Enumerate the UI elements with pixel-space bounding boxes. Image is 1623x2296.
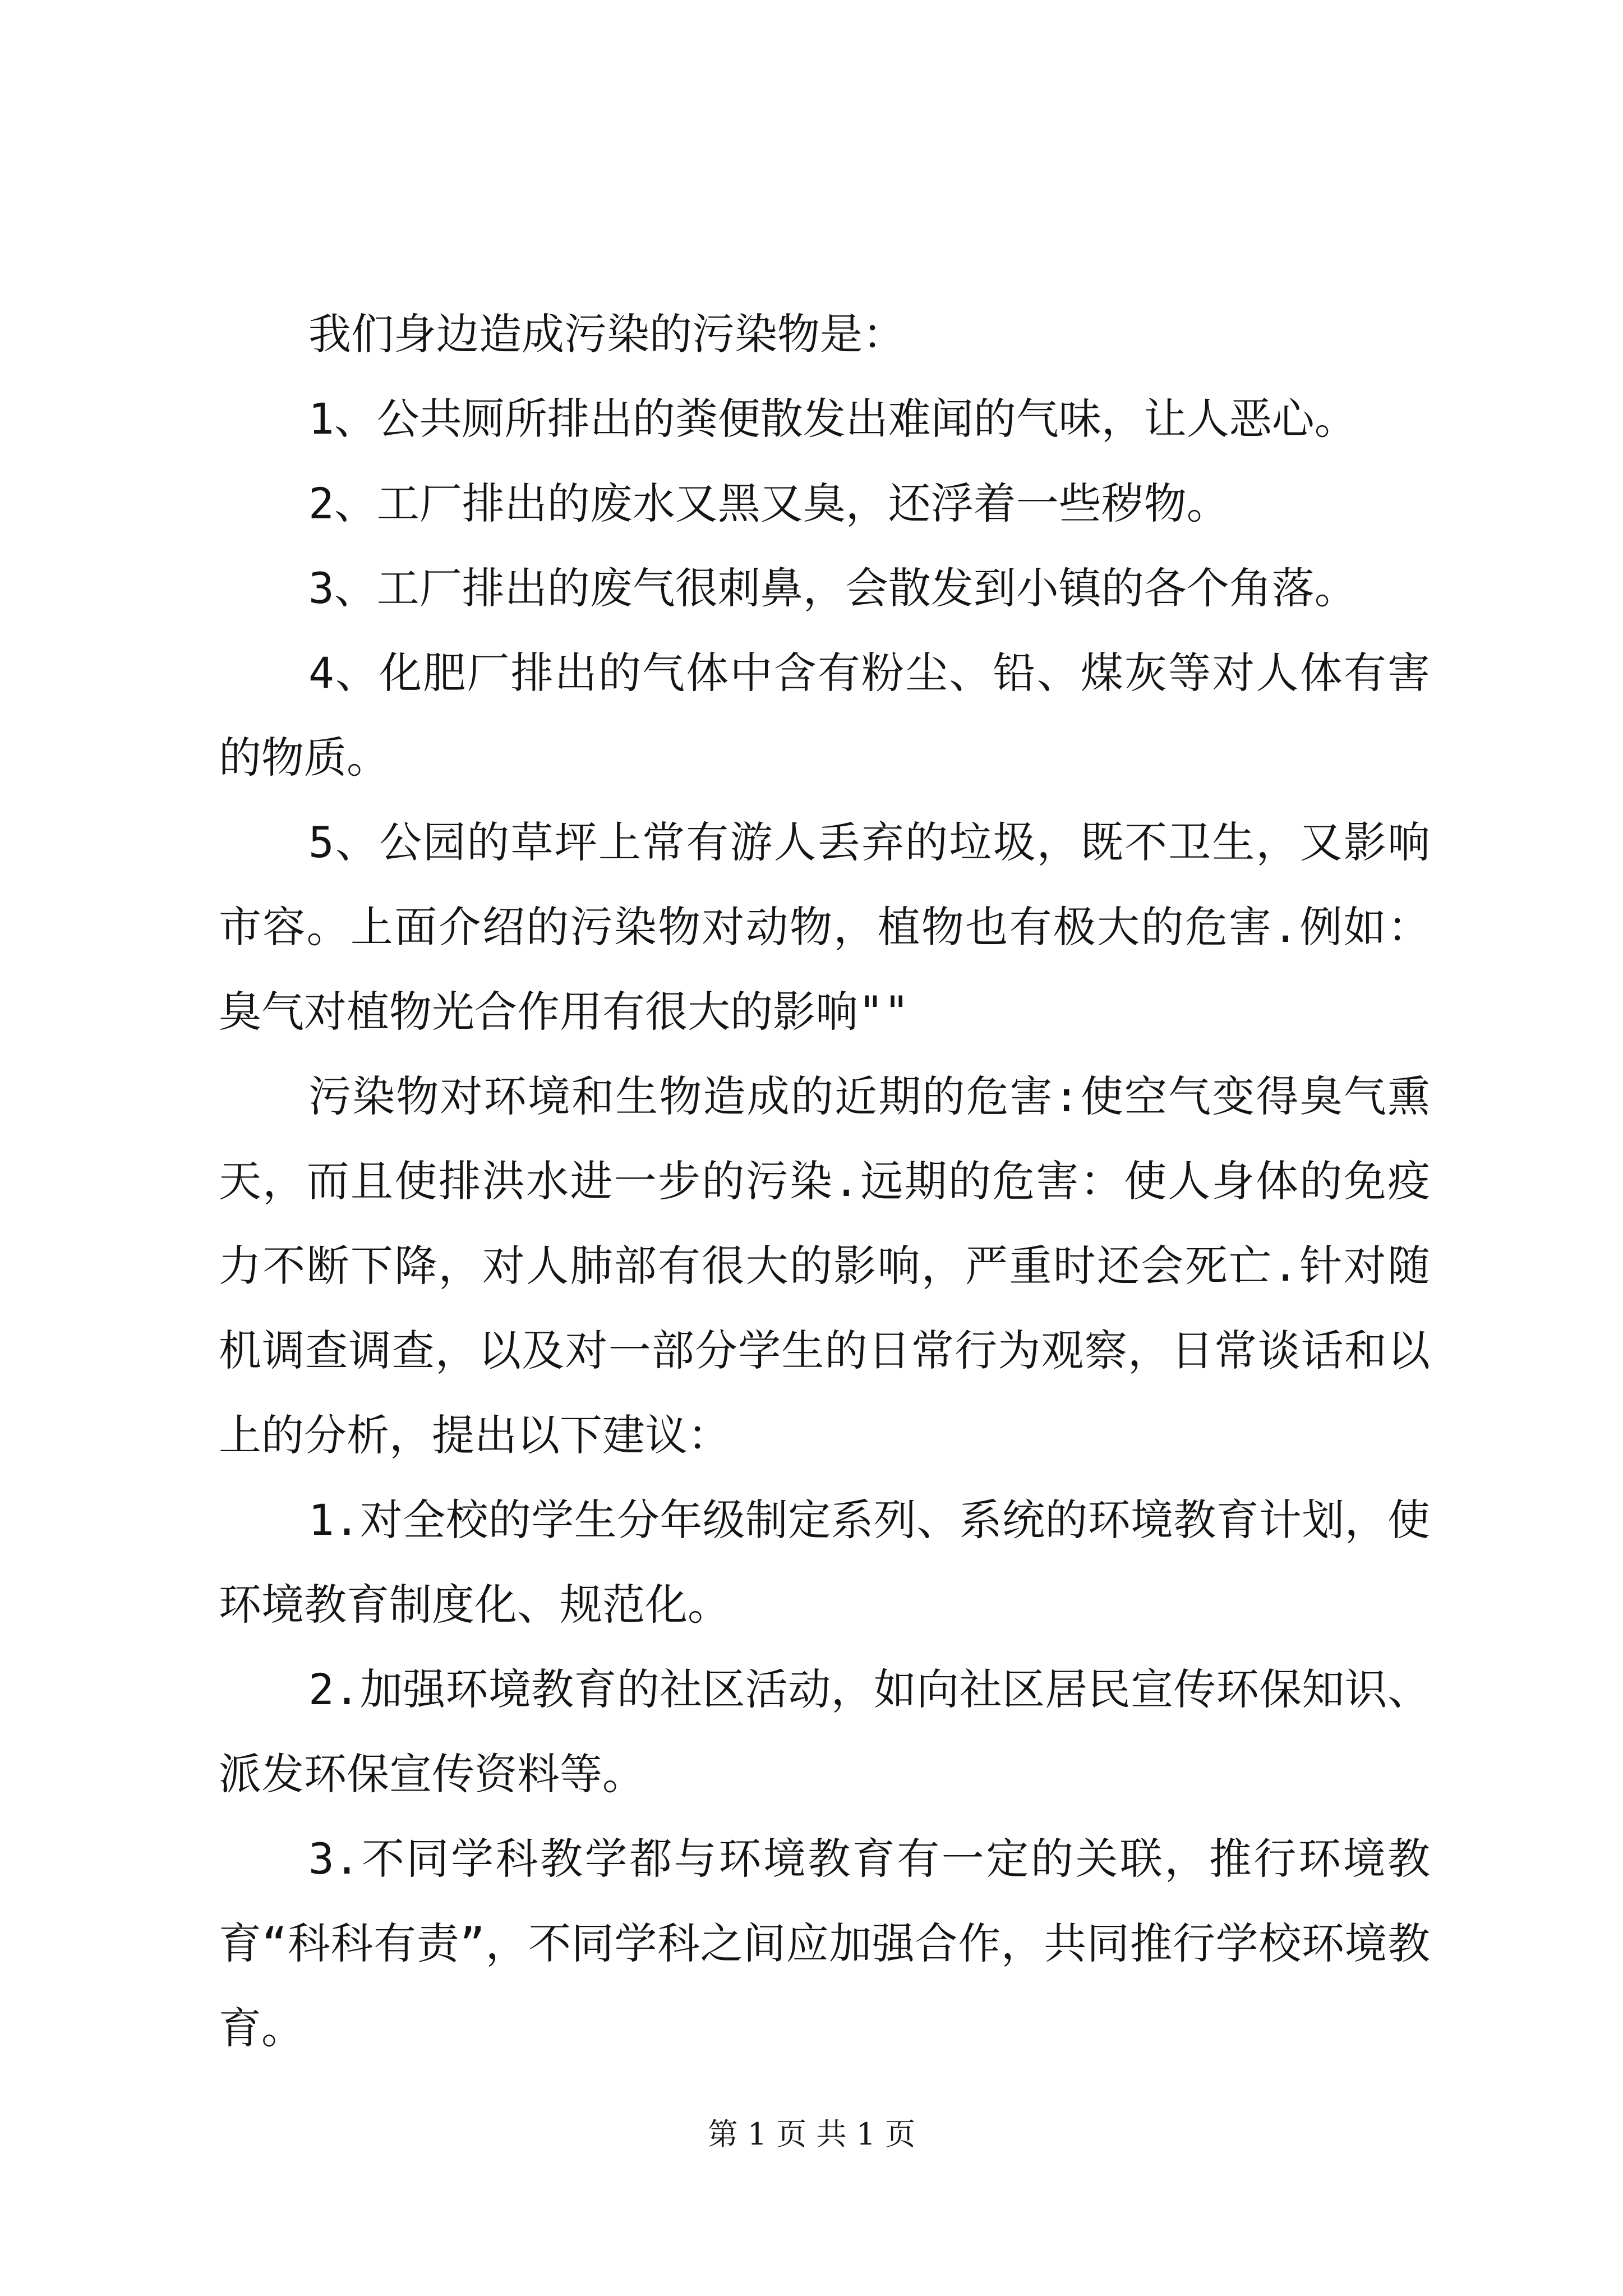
page-footer: 第 1 页 共 1 页 — [707, 2116, 916, 2152]
paragraph-item-2: 2、工厂排出的废水又黑又臭，还浮着一些秽物。 — [308, 478, 1229, 528]
paragraph-suggestion-1: 1.对全校的学生分年级制定系列、系统的环境教育计划，使环境教育制度化、规范化。 — [219, 1495, 1430, 1630]
paragraph-suggestion-2: 2.加强环境教育的社区活动，如向社区居民宣传环保知识、派发环保宣传资料等。 — [219, 1664, 1430, 1799]
document-body — [219, 292, 1430, 2070]
paragraph-item-5: 5、公园的草坪上常有游人丢弃的垃圾，既不卫生，又影响市容。上面介绍的污染物对动物，植物也有极大的危害.例如：臭气对植物光合作用有很大的影响"" — [219, 817, 1430, 1037]
paragraph-harm: 污染物对环境和生物造成的近期的危害:使空气变得臭气熏天，而且使排洪水进一步的污染.远期的危害：使人身体的免疫力不断下降，对人肺部有很大的影响，严重时还会死亡.针对随机调查调查，以及对一部分学生的日常行为观察，日常谈话和以上的分析，提出以下建议： — [219, 1071, 1430, 1460]
paragraph-item-3: 3、工厂排出的废气很刺鼻，会散发到小镇的各个角落。 — [308, 563, 1357, 613]
paragraph-suggestion-3: 3.不同学科教学都与环境教育有一定的关联，推行环境教育“科科有责”，不同学科之间应加强合作，共同推行学校环境教育。 — [219, 1834, 1430, 2053]
paragraph-item-1: 1、公共厕所排出的粪便散发出难闻的气味，让人恶心。 — [308, 394, 1357, 444]
paragraph-intro: 我们身边造成污染的污染物是： — [308, 309, 905, 359]
paragraph-item-4: 4、化肥厂排出的气体中含有粉尘、铅、煤灰等对人体有害的物质。 — [219, 648, 1430, 783]
